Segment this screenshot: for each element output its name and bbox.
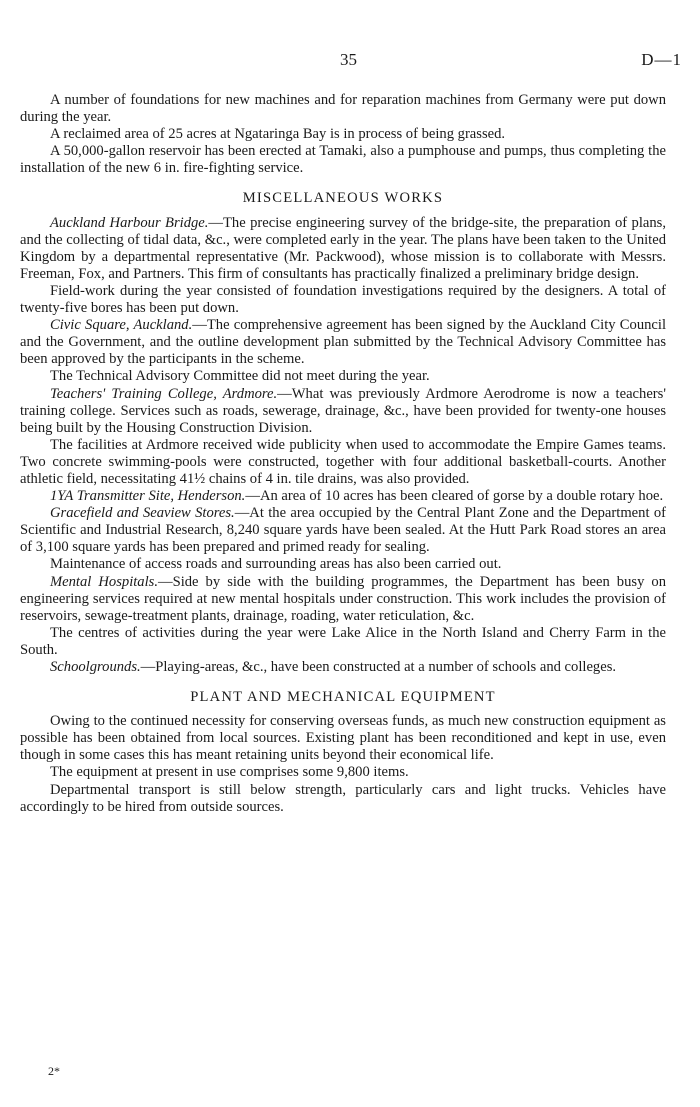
paragraph-teachers-training-college (20, 386, 666, 437)
paragraph-text: —The comprehensive agreement has been signed by the Auckland City Council and the Government, and the outline development plan submitted by the Technical Advisory Committee has been approved by the participants in the scheme. (20, 317, 667, 368)
paragraph-text: —What was previously Ardmore Aerodrome is now a teachers' training college. Services such as roads, sewerage, drainage, &c., have been provided for twenty-one houses being built by the Housing Construction Division. (20, 385, 666, 436)
paragraph-lead: Mental Hospitals. (50, 573, 158, 590)
paragraph (20, 556, 666, 573)
paragraph (20, 625, 666, 659)
paragraph: A reclaimed area of 25 acres at Ngataringa Bay is in process of being grassed. (50, 126, 506, 143)
paragraph-text: Field-work during the year consisted of foundation investigations required by the designers. A total of twenty-five bores has been put down. (20, 282, 666, 317)
paragraph-mental-hospitals (20, 574, 666, 625)
paragraph: The equipment at present in use comprises some 9,800 items. (50, 764, 409, 781)
paragraph-lead: Schoolgrounds. (50, 659, 141, 675)
paragraph-lead: 1YA Transmitter Site, Henderson. (50, 488, 246, 505)
paragraph-text: —Playing-areas, &c., have been constructed at a number of schools and colleges. (140, 659, 617, 675)
paragraph-text: —The precise engineering survey of the bridge-site, the preparation of plans, and the collecting of tidal data, &c., were completed early in the year. The plans have been taken to the United Kingdom by a departmental representative (Mr. Packwood), whose mission is to collaborate with Messrs. Freeman, Fox, and Partners. This firm of consultants has practically finalized a preliminary bridge design. (20, 214, 666, 282)
paragraph: Owing to the continued necessity for conserving overseas funds, as much new construction equipment as possible has been obtained from local sources. Existing plant has been reconditioned and kept in use, even though in some cases this has meant retaining units beyond their economical life. (20, 713, 666, 764)
signature-mark: 2* (48, 1064, 60, 1078)
paragraph-text: —At the area occupied by the Central Plant Zone and the Department of Scientific and Industrial Research, 8,240 square yards have been sealed. At the Hutt Park Road stores an area of 3,100 square yards has been prepared and primed ready for sealing. (20, 505, 666, 556)
page-body (20, 92, 666, 816)
paragraph-schoolgrounds (20, 659, 666, 676)
section-heading-plant-equipment: PLANT AND MECHANICAL EQUIPMENT (190, 689, 496, 706)
page-number: 35 (340, 50, 357, 69)
paragraph-lead: Auckland Harbour Bridge. (50, 214, 209, 231)
paragraph-text: The centres of activities during the year were Lake Alice in the North Island and Cherry Farm in the South. (20, 624, 666, 658)
paragraph-lead: Gracefield and Seaview Stores. (50, 505, 235, 522)
paragraph: Departmental transport is still below strength, particularly cars and light trucks. Vehicles have accordingly to be hired from outside sources. (20, 781, 666, 815)
section-heading-miscellaneous-works: MISCELLANEOUS WORKS (242, 190, 444, 207)
paragraph-gracefield-seaview-stores (20, 505, 666, 556)
paragraph (20, 437, 666, 488)
paragraph-civic-square (20, 317, 666, 368)
paragraph-text: The Technical Advisory Committee did not meet during the year. (50, 368, 430, 385)
paragraph: A 50,000-gallon reservoir has been erected at Tamaki, also a pumphouse and pumps, thus completing the installation of the new 6 in. fire-fighting service. (20, 143, 666, 177)
paragraph-text: —Side by side with the building programmes, the Department has been busy on engineering services required at new mental hospitals under construction. This work includes the provision of reservoirs, sewage-treatment plants, drainage, roading, water reticulation, &c. (20, 573, 666, 624)
paragraph-text: —An area of 10 acres has been cleared of gorse by a double rotary hoe. (245, 488, 664, 505)
paragraph-text: The facilities at Ardmore received wide publicity when used to accommodate the Empire Games teams. Two concrete swimming-pools were constructed, together with four additional basketball-courts. Another athletic field, necessitating 41½ chains of 4 in. tile drains, was also provided. (20, 436, 666, 487)
paragraph-transmitter-site (20, 488, 666, 505)
paragraph-text: Maintenance of access roads and surrounding areas has also been carried out. (50, 556, 502, 573)
paragraph (20, 283, 666, 317)
paragraph-lead: Teachers' Training College, Ardmore. (50, 385, 278, 402)
paragraph: A number of foundations for new machines and for reparation machines from Germany were put down during the year. (20, 92, 666, 126)
paragraph (20, 368, 666, 385)
page-header (0, 50, 700, 74)
paragraph-auckland-harbour-bridge (20, 215, 666, 283)
document-reference: D—1 (641, 50, 682, 69)
paragraph-lead: Civic Square, Auckland. (50, 317, 193, 334)
